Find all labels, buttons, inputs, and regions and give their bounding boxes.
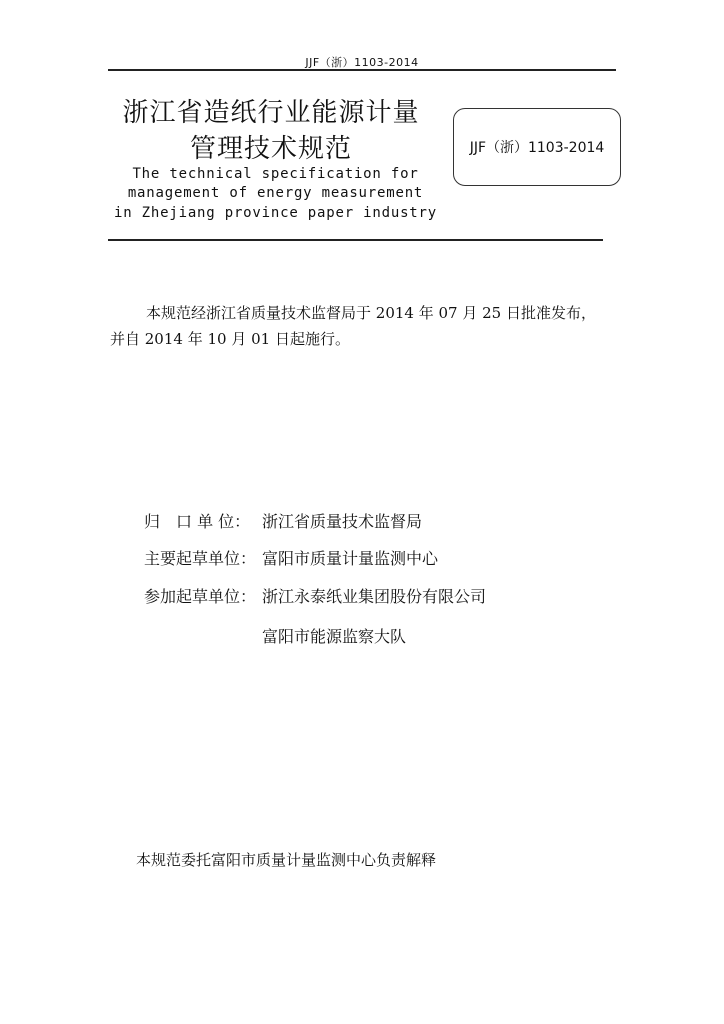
responsible-unit-label: 归 口 单 位： (144, 512, 251, 531)
document-code-box (453, 108, 621, 186)
header-rule (108, 69, 616, 71)
title-rule (108, 239, 603, 241)
main-drafter-value: 富阳市质量计量监测中心 (262, 549, 439, 568)
title-en-line3: in Zhejiang province paper industry (113, 205, 437, 221)
participating-drafter-label: 参加起草单位： (144, 587, 257, 606)
title-en-line2: management of energy measurement (127, 185, 424, 201)
document-code-text: JJF（浙）1103-2014 (469, 140, 605, 156)
interpretation-note: 本规范委托富阳市质量计量监测中心负责解释 (136, 851, 437, 869)
responsible-unit-value: 浙江省质量技术监督局 (262, 512, 423, 531)
title-cn-line1: 浙江省造纸行业能源计量 (122, 98, 420, 128)
main-drafter-label: 主要起草单位： (144, 549, 257, 568)
approval-line1: 本规范经浙江省质量技术监督局于 2014 年 07 月 25 日批准发布， (146, 304, 596, 322)
participating-drafter-value-2: 富阳市能源监察大队 (262, 627, 407, 646)
header-document-code: JJF（浙）1103-2014 (305, 56, 419, 69)
title-cn-line2: 管理技术规范 (189, 134, 352, 164)
participating-drafter-value-1: 浙江永泰纸业集团股份有限公司 (262, 587, 487, 606)
approval-line2: 并自 2014 年 10 月 01 日起施行。 (110, 330, 350, 348)
title-en-line1: The technical specification for (132, 166, 419, 182)
